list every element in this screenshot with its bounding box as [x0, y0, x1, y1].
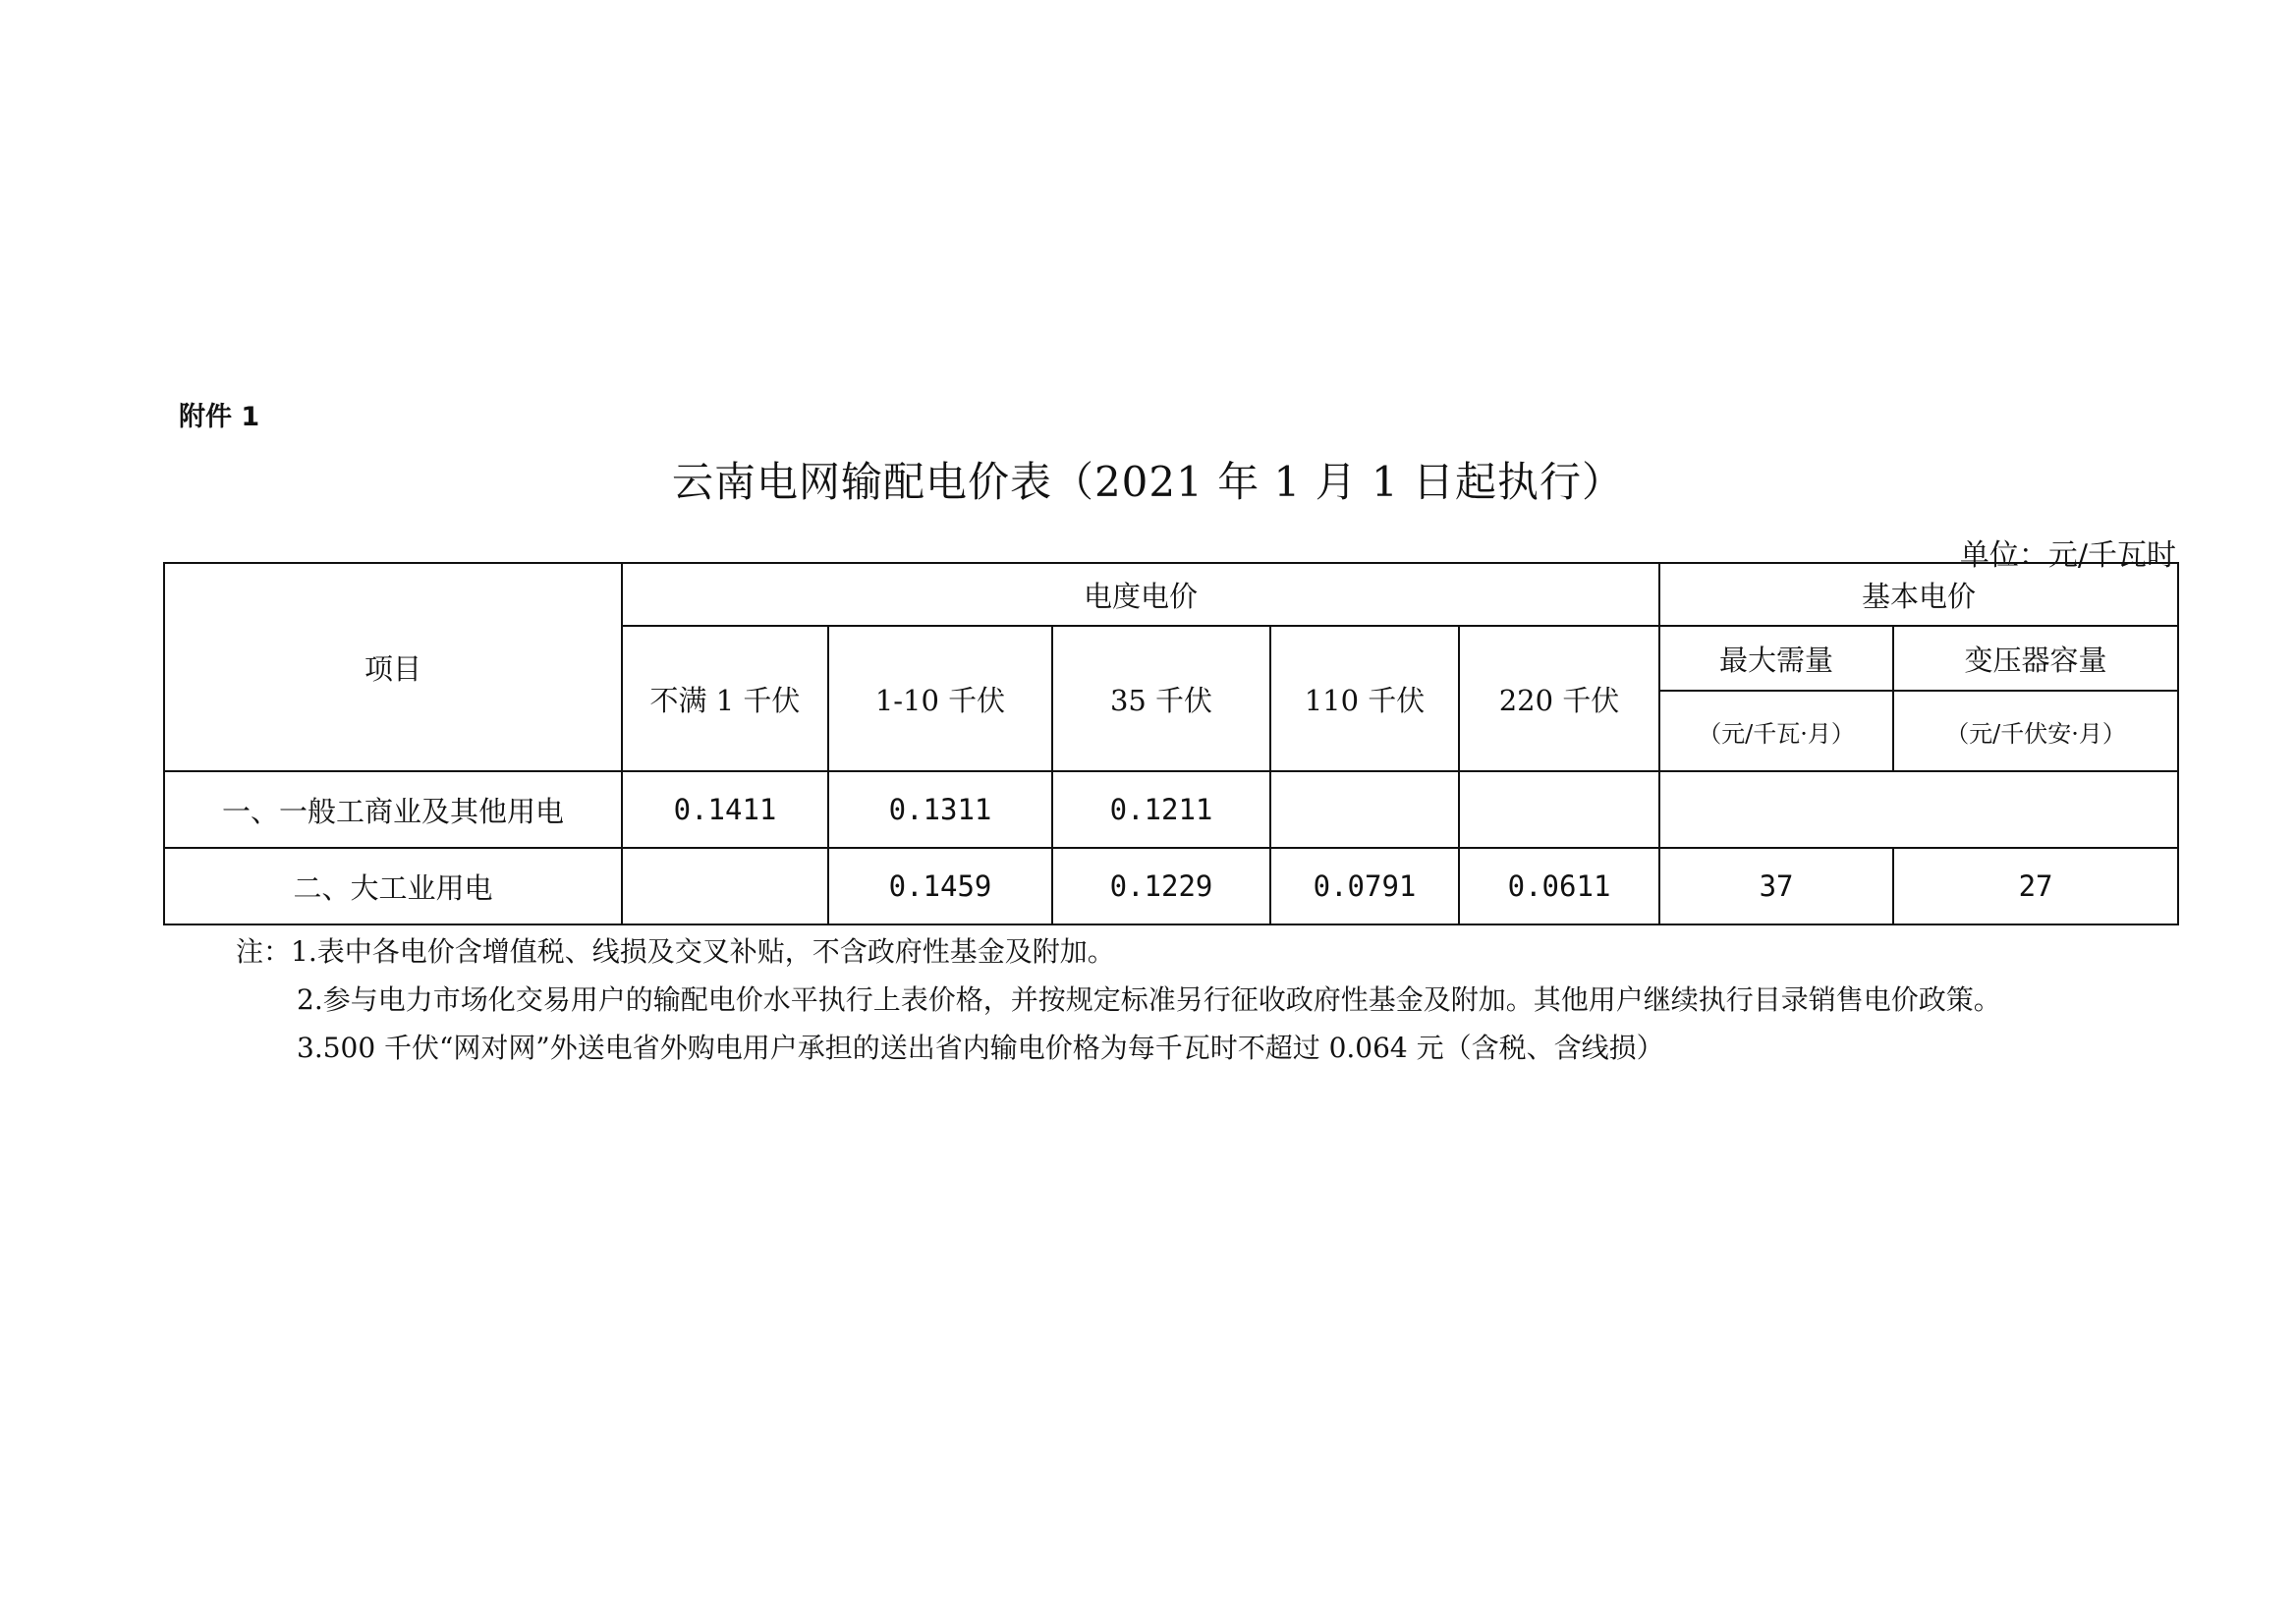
note-1: 注：1.表中各电价含增值税、线损及交叉补贴，不含政府性基金及附加。	[236, 935, 1115, 968]
price-cell	[1459, 771, 1659, 848]
table-row	[164, 771, 2178, 848]
transformer-capacity-cell: 27	[1893, 848, 2178, 924]
price-table	[163, 562, 2179, 925]
basic-price-cell	[1659, 771, 2178, 848]
price-cell: 0.0791	[1270, 848, 1459, 924]
notes	[236, 927, 2001, 1072]
price-cell: 0.1459	[828, 848, 1052, 924]
header-row-1	[164, 563, 2178, 626]
voltage-header: 35 千伏	[1052, 626, 1270, 771]
price-cell: 0.1311	[828, 771, 1052, 848]
voltage-header: 220 千伏	[1459, 626, 1659, 771]
price-cell	[622, 848, 828, 924]
document-title: 云南电网输配电价表（2021 年 1 月 1 日起执行）	[671, 458, 1625, 506]
price-cell: 0.1211	[1052, 771, 1270, 848]
row-label: 一、一般工商业及其他用电	[164, 771, 622, 848]
price-cell: 0.1229	[1052, 848, 1270, 924]
unit-label: 单位：元/千瓦时	[1959, 538, 2176, 573]
table-row	[164, 848, 2178, 924]
row-label: 二、大工业用电	[164, 848, 622, 924]
voltage-header: 1-10 千伏	[828, 626, 1052, 771]
max-demand-cell: 37	[1659, 848, 1893, 924]
max-demand-header: 最大需量	[1659, 626, 1893, 691]
transformer-capacity-header: 变压器容量	[1893, 626, 2178, 691]
voltage-header: 110 千伏	[1270, 626, 1459, 771]
price-cell: 0.0611	[1459, 848, 1659, 924]
note-3: 3.500 千伏“网对网”外送电省外购电用户承担的送出省内输电价格为每千瓦时不超过 0.064 元（含税、含线损）	[297, 1032, 1664, 1064]
energy-price-header: 电度电价	[622, 563, 1659, 626]
attachment-label: 附件 1	[179, 402, 260, 432]
max-demand-unit: （元/千瓦·月）	[1659, 691, 1893, 771]
voltage-header: 不满 1 千伏	[622, 626, 828, 771]
price-cell: 0.1411	[622, 771, 828, 848]
transformer-capacity-unit: （元/千伏安·月）	[1893, 691, 2178, 771]
basic-price-header: 基本电价	[1659, 563, 2178, 626]
price-cell	[1270, 771, 1459, 848]
item-header: 项目	[164, 563, 622, 771]
note-2: 2.参与电力市场化交易用户的输配电价水平执行上表价格，并按规定标准另行征收政府性基金及附加。其他用户继续执行目录销售电价政策。	[297, 983, 2001, 1016]
